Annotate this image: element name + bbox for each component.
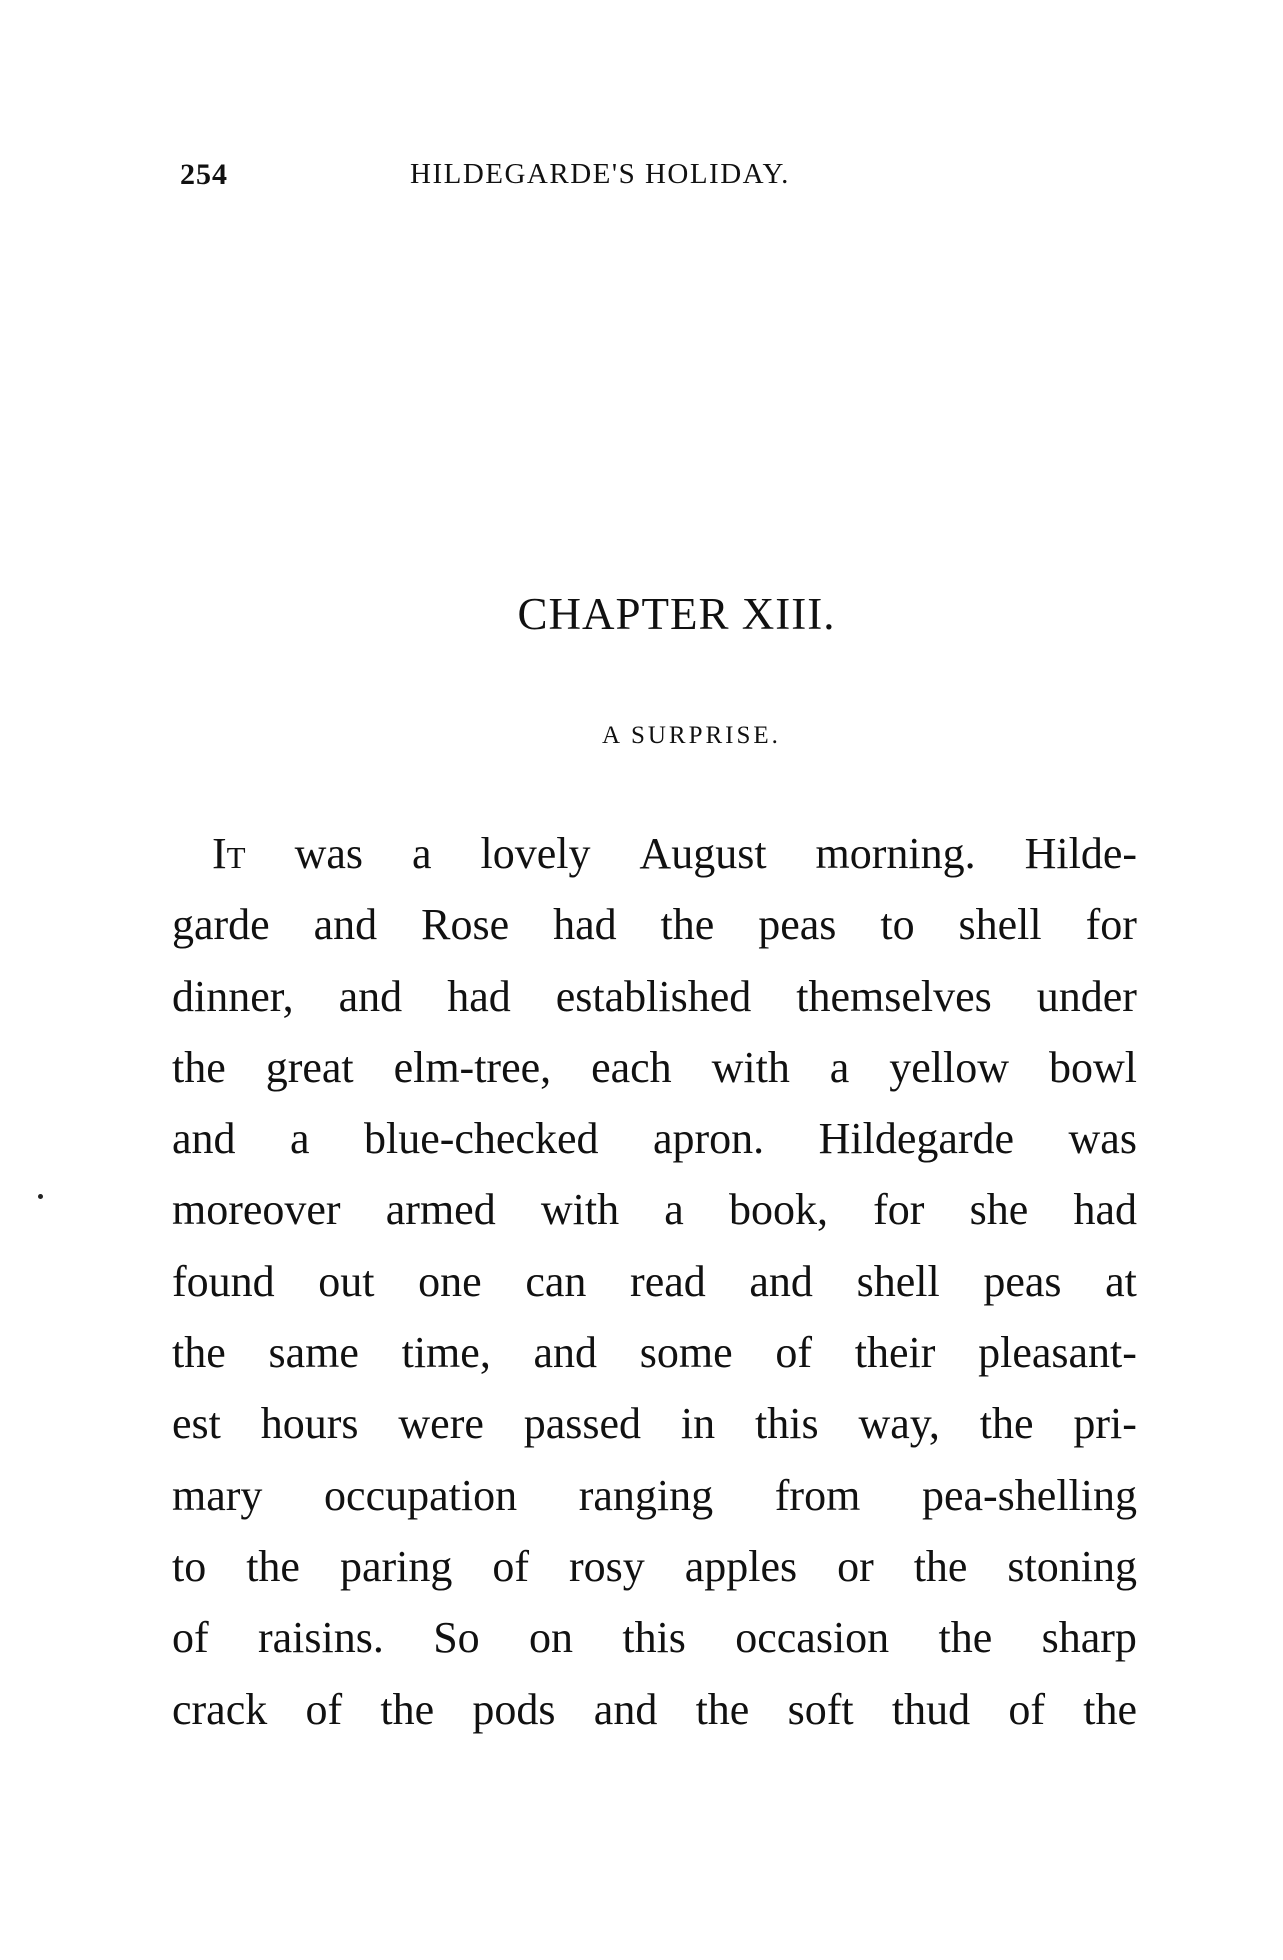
word: in [680,1399,716,1449]
word: occasion [735,1613,890,1663]
word: were [398,1399,484,1449]
chapter-title [0,722,1283,750]
word: a [411,829,432,878]
word: stoning [1007,1541,1137,1591]
word: the [938,1613,993,1663]
word: this [755,1399,819,1449]
word: the [246,1541,300,1591]
word: pleasant- [978,1328,1137,1378]
word: rosy [568,1541,645,1591]
text-line [172,1674,1137,1745]
word: under [1036,971,1137,1021]
word: August [639,829,767,878]
running-head [180,158,1140,208]
word: from [774,1470,861,1520]
word: mary [172,1470,263,1520]
word: shell [856,1256,940,1306]
word: and [313,900,378,950]
word: the [172,1328,226,1378]
word: to [172,1541,207,1591]
word: for [1085,900,1137,950]
text-line [172,889,1137,960]
word: was [1068,1114,1137,1164]
word: for [873,1185,925,1235]
text-line [172,1174,1137,1245]
chapter-number [0,588,1283,640]
word: she [969,1185,1029,1235]
word: est [172,1399,221,1449]
word: and [749,1256,813,1306]
word: one [418,1256,482,1306]
word: It [212,829,246,878]
word: lovely [480,829,591,878]
word: the [695,1684,750,1734]
word: blue-checked [363,1114,599,1164]
word: had [1073,1185,1137,1235]
word: way, [858,1399,940,1449]
print-speck [38,1194,43,1199]
word: moreover [172,1185,341,1235]
text-line [172,961,1137,1032]
word: book, [728,1185,828,1235]
word: out [318,1256,375,1306]
running-title: HILDEGARDE'S HOLIDAY. [410,158,790,190]
text-line [172,1032,1137,1103]
word: So [433,1613,480,1663]
text-line [172,1317,1137,1388]
word: time, [401,1328,491,1378]
word: great [265,1042,354,1092]
word: this [622,1613,686,1663]
word: and [593,1684,658,1734]
word: the [979,1399,1034,1449]
word: Rose [421,900,510,950]
word: read [630,1256,706,1306]
word: the [172,1042,226,1092]
word: Hilde- [1024,829,1137,878]
word: peas [758,900,837,950]
word: of [172,1613,209,1663]
word: dinner, [172,971,294,1021]
word: morning. [815,829,976,878]
word: soft [787,1684,854,1734]
word: raisins. [257,1613,384,1663]
word: found [172,1256,275,1306]
word: pri- [1073,1399,1137,1449]
word: elm-tree, [393,1042,552,1092]
word: pea-shelling [921,1470,1137,1520]
word: armed [385,1185,496,1235]
word: of [305,1684,343,1734]
word: at [1105,1256,1137,1306]
word: of [775,1328,813,1378]
word: a [664,1185,684,1235]
word: ranging [578,1470,714,1520]
word: Hildegarde [818,1114,1015,1164]
word: apples [684,1541,798,1591]
text-line [172,1460,1137,1531]
word: passed [523,1399,642,1449]
word: of [492,1541,529,1591]
word: each [591,1042,672,1092]
word: a [829,1042,850,1092]
word: a [289,1114,310,1164]
word: had [447,971,511,1021]
word: bowl [1048,1042,1137,1092]
word: can [525,1256,587,1306]
word: crack [172,1684,268,1734]
text-line [172,1246,1137,1317]
word: garde [172,900,270,950]
word: yellow [889,1042,1010,1092]
text-line [172,1531,1137,1602]
word: established [555,971,752,1021]
word: peas [983,1256,1062,1306]
body-paragraph [172,818,1137,1745]
chapter-number-text: CHAPTER XIII. [517,589,836,639]
word: the [913,1541,968,1591]
word: the [660,900,715,950]
word: with [540,1185,620,1235]
word: and [172,1114,236,1164]
word: of [1008,1684,1045,1734]
word: or [837,1541,874,1591]
text-line [172,1103,1137,1174]
text-line [172,1388,1137,1459]
word: same [268,1328,359,1378]
word: with [711,1042,790,1092]
word: apron. [652,1114,765,1164]
word: the [380,1684,435,1734]
word: and [338,971,403,1021]
word: and [533,1328,598,1378]
chapter-title-text: A SURPRISE. [602,722,781,749]
word: occupation [324,1470,518,1520]
word: pods [472,1684,556,1734]
word: themselves [796,971,992,1021]
word: had [553,900,617,950]
word: the [1083,1684,1137,1734]
word: was [294,829,363,878]
text-line [172,1602,1137,1673]
word: paring [339,1541,453,1591]
word: some [639,1328,733,1378]
word: to [880,900,915,950]
word: their [854,1328,936,1378]
word: on [529,1613,574,1663]
word: shell [958,900,1042,950]
word: thud [891,1684,971,1734]
page-number: 254 [180,158,228,191]
word: hours [260,1399,359,1449]
word: sharp [1041,1613,1137,1663]
text-line [172,818,1137,889]
